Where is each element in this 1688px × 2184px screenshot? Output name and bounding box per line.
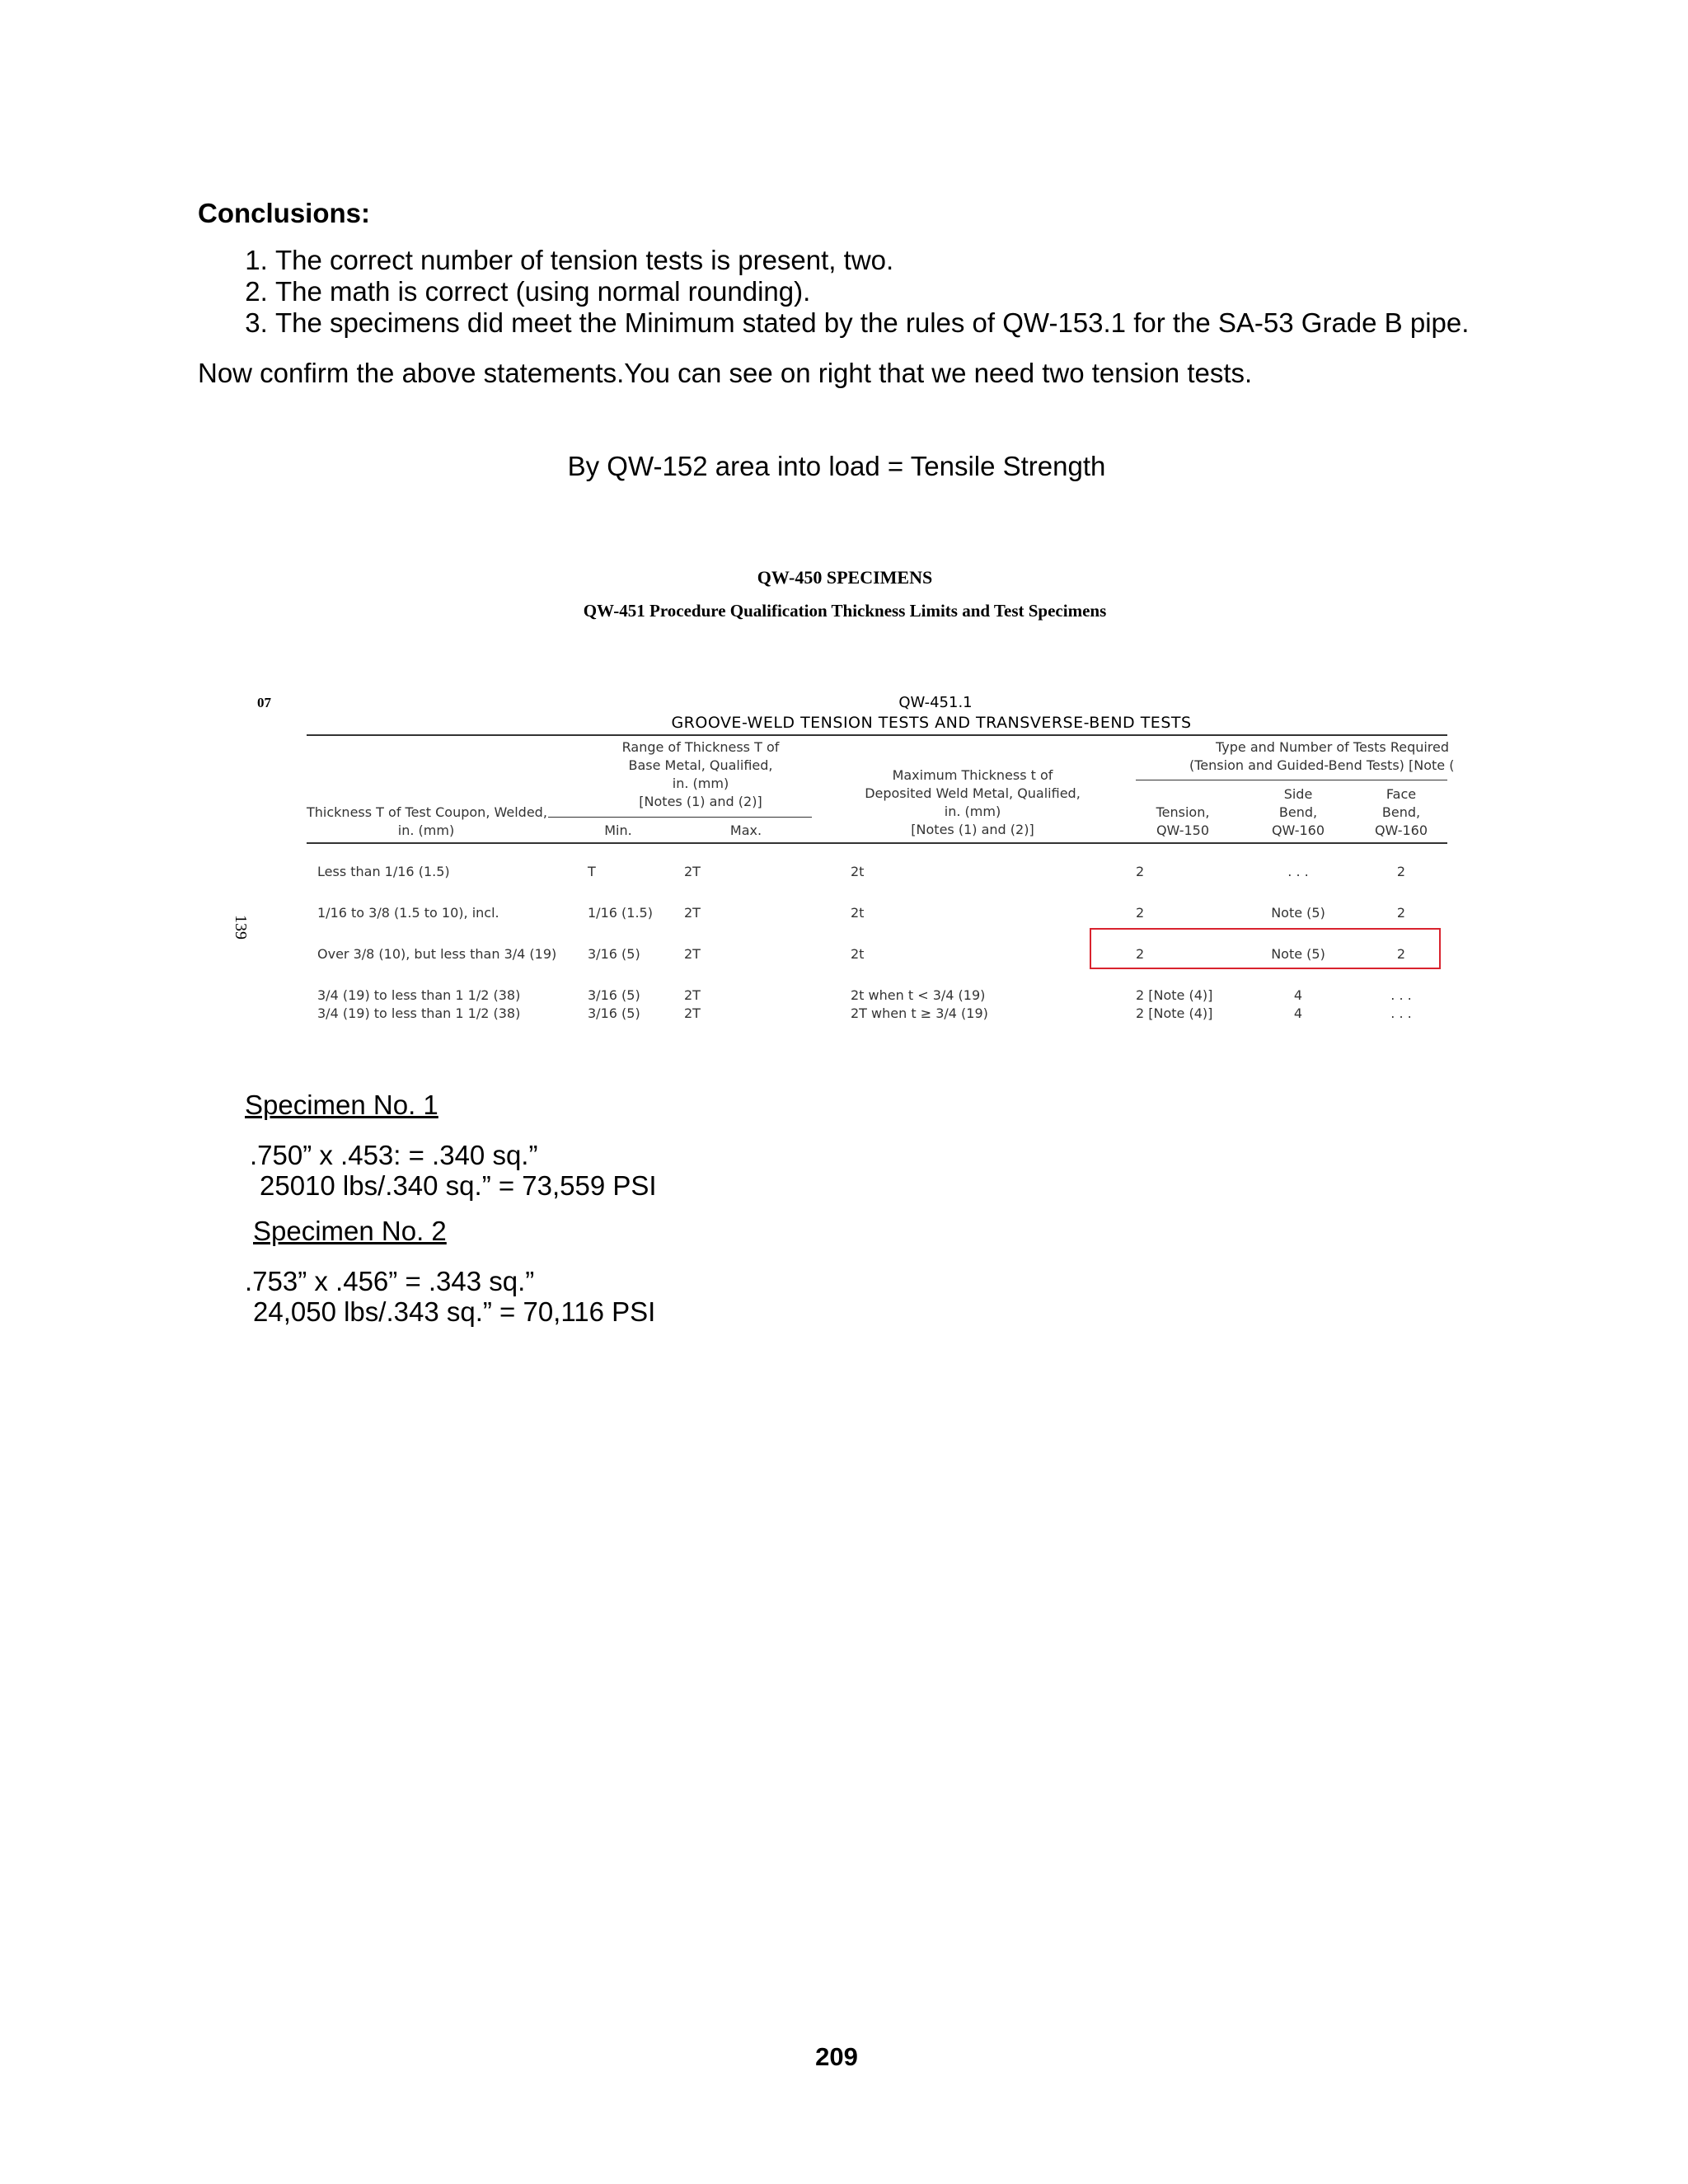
cell-min: T <box>588 864 596 879</box>
conclusions-heading: Conclusions: <box>198 198 371 228</box>
confirm-text: Now confirm the above statements.You can see on right that we need two tension tests. <box>198 358 1253 388</box>
cell-thickness: 3/4 (19) to less than 1 1/2 (38) <box>317 987 521 1003</box>
header-thickness: in. (mm) <box>397 823 455 838</box>
cell-face-bend: 2 <box>1396 864 1406 879</box>
cell-side-bend: Note (5) <box>1271 905 1325 921</box>
cell-max: 2T <box>684 987 701 1003</box>
header-weld: in. (mm) <box>944 804 1001 819</box>
cell-weld: 2t <box>851 864 865 879</box>
table-id: QW-451.1 <box>898 694 973 711</box>
header-tension: QW-150 <box>1156 823 1210 838</box>
cell-face-bend: . . . <box>1390 1005 1412 1021</box>
cell-min: 3/16 (5) <box>588 1005 640 1021</box>
header-face-bend: Face <box>1386 786 1417 802</box>
header-side-bend: QW-160 <box>1271 823 1325 838</box>
excerpt-year-label: 07 <box>257 695 271 710</box>
cell-weld: 2t <box>851 946 865 962</box>
header-weld: Maximum Thickness t of <box>892 767 1053 783</box>
cell-side-bend: 4 <box>1293 1005 1303 1021</box>
header-bottom-rule <box>307 842 1447 844</box>
cell-max: 2T <box>684 1005 701 1021</box>
cell-side-bend: . . . <box>1287 864 1309 879</box>
header-range: Range of Thickness T of <box>621 739 780 755</box>
highlight-box <box>1090 928 1441 969</box>
cell-min: 1/16 (1.5) <box>588 905 653 921</box>
cell-max: 2T <box>684 864 701 879</box>
header-face-bend: QW-160 <box>1374 823 1428 838</box>
header-side-bend: Bend, <box>1278 804 1318 820</box>
excerpt-side-page-number: 139 <box>232 915 250 940</box>
cell-thickness: Over 3/8 (10), but less than 3/4 (19) <box>317 946 557 962</box>
header-side-bend: Side <box>1283 786 1313 802</box>
header-thickness: Thickness T of Test Coupon, Welded, <box>307 804 547 820</box>
specimen2-area: .753” x .456” = .343 sq.” <box>245 1266 535 1296</box>
specimen1-area: .750” x .453: = .340 sq.” <box>250 1140 538 1170</box>
qw152-text: By QW-152 area into load = Tensile Strength <box>567 451 1106 481</box>
header-type: (Tension and Guided-Bend Tests) [Note ( <box>1189 757 1455 773</box>
conclusions-list <box>245 245 1469 339</box>
header-weld: Deposited Weld Metal, Qualified, <box>865 785 1081 801</box>
cell-tension: 2 [Note (4)] <box>1136 987 1213 1003</box>
cell-tension: 2 [Note (4)] <box>1136 1005 1213 1021</box>
cell-thickness: Less than 1/16 (1.5) <box>317 864 450 879</box>
cell-tension: 2 <box>1136 946 1145 962</box>
cell-tension: 2 <box>1136 864 1145 879</box>
header-range: Base Metal, Qualified, <box>628 757 773 773</box>
specimen2-title: Specimen No. 2 <box>253 1216 447 1246</box>
header-min: Min. <box>604 823 632 838</box>
specimen1-strength: 25010 lbs/.340 sq.” = 73,559 PSI <box>260 1170 657 1201</box>
cell-min: 3/16 (5) <box>588 946 640 962</box>
conclusion-item: 2. The math is correct (using normal rounding). <box>275 276 1469 307</box>
header-tension: Tension, <box>1156 804 1210 820</box>
cell-min: 3/16 (5) <box>588 987 640 1003</box>
specimen2-strength: 24,050 lbs/.343 sq.” = 70,116 PSI <box>253 1296 656 1327</box>
header-max: Max. <box>729 823 762 838</box>
specimen1-title: Specimen No. 1 <box>245 1090 438 1120</box>
cell-tension: 2 <box>1136 905 1145 921</box>
cell-face-bend: 2 <box>1396 946 1406 962</box>
cell-max: 2T <box>684 905 701 921</box>
conclusion-item: 1. The correct number of tension tests is present, two. <box>275 245 1469 276</box>
cell-face-bend: . . . <box>1390 987 1412 1003</box>
cell-side-bend: 4 <box>1293 987 1303 1003</box>
cell-max: 2T <box>684 946 701 962</box>
excerpt-title: QW-450 SPECIMENS <box>757 567 933 588</box>
range-rule <box>548 817 812 818</box>
header-range: in. (mm) <box>672 776 729 791</box>
conclusion-item: 3. The specimens did meet the Minimum stated by the rules of QW-153.1 for the SA-53 Grade B pipe. <box>275 307 1469 339</box>
cell-thickness: 1/16 to 3/8 (1.5 to 10), incl. <box>317 905 499 921</box>
header-type: Type and Number of Tests Required <box>1216 739 1450 755</box>
table-top-rule <box>307 734 1447 736</box>
header-range: [Notes (1) and (2)] <box>639 794 762 809</box>
excerpt-subtitle: QW-451 Procedure Qualification Thickness Limits and Test Specimens <box>583 601 1107 621</box>
header-face-bend: Bend, <box>1381 804 1421 820</box>
table-title: GROOVE-WELD TENSION TESTS AND TRANSVERSE-BEND TESTS <box>671 714 1192 732</box>
page-number: 209 <box>815 2042 858 2071</box>
cell-weld: 2T when t ≥ 3/4 (19) <box>851 1005 988 1021</box>
cell-side-bend: Note (5) <box>1271 946 1325 962</box>
cell-face-bend: 2 <box>1396 905 1406 921</box>
cell-weld: 2t when t < 3/4 (19) <box>851 987 986 1003</box>
cell-weld: 2t <box>851 905 865 921</box>
cell-thickness: 3/4 (19) to less than 1 1/2 (38) <box>317 1005 521 1021</box>
header-weld: [Notes (1) and (2)] <box>911 822 1034 837</box>
